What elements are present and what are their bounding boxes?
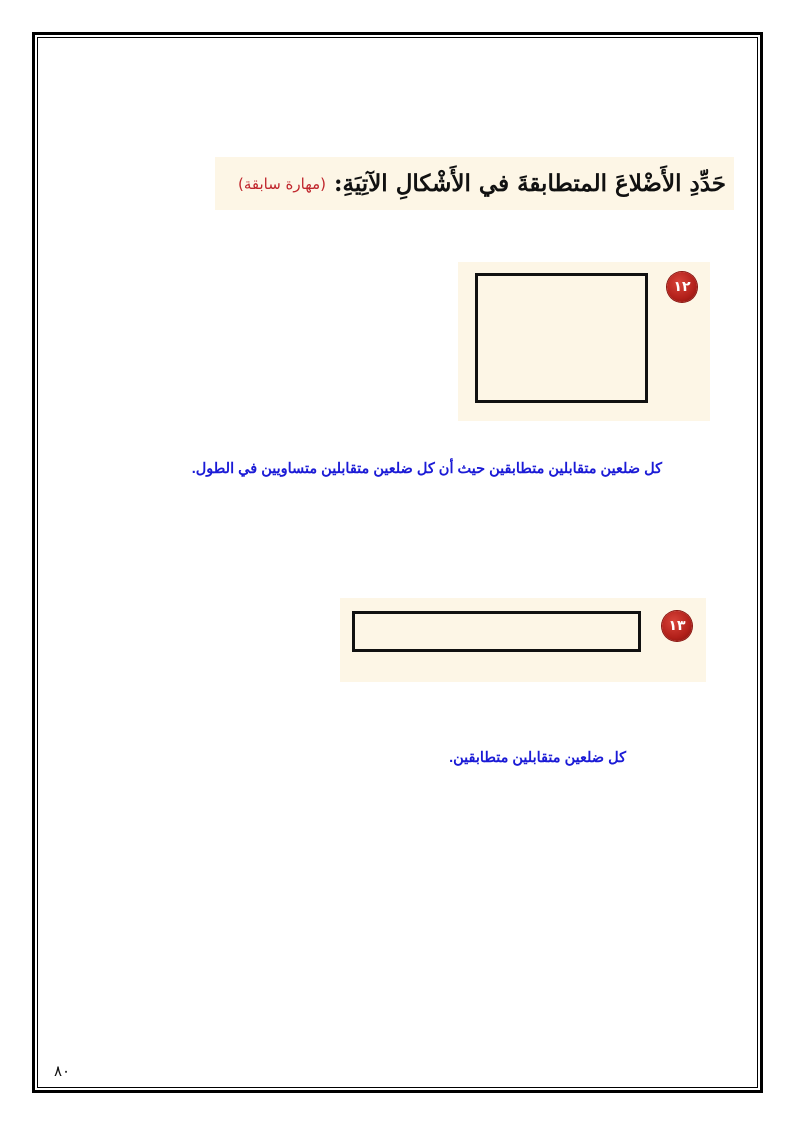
question-12-panel: [458, 262, 710, 421]
page-number: ٨٠: [54, 1062, 71, 1080]
question-number-badge: ١٣: [662, 611, 692, 641]
question-13-panel: [340, 598, 706, 682]
question-12-answer: كل ضلعين متقابلين متطابقين حيث أن كل ضلعين متقابلين متساويين في الطول.: [191, 461, 662, 477]
rectangle-shape: [352, 611, 641, 652]
square-shape: [475, 273, 648, 403]
question-number-badge: ١٢: [667, 272, 697, 302]
heading-instruction: حَدِّدِ الأَضْلاعَ المتطابقةَ في الأَشْكالِ الآتِيَةِ:: [334, 170, 726, 197]
heading-skill-tag: (مهارة سابقة): [237, 174, 327, 193]
exercise-heading: [215, 157, 734, 210]
question-13-answer: كل ضلعين متقابلين متطابقين.: [449, 750, 626, 766]
